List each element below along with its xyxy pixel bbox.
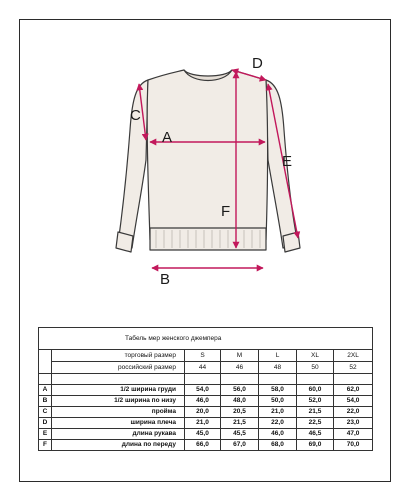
row-value: 70,0 — [334, 440, 373, 451]
row-label: длина по переду — [52, 440, 185, 451]
row-value: 21,0 — [259, 407, 297, 418]
row-value: 46,0 — [185, 396, 221, 407]
row-value: 22,0 — [259, 418, 297, 429]
row-letter: A — [39, 385, 52, 396]
row-value: 45,5 — [221, 429, 259, 440]
ru-size-0: 44 — [185, 362, 221, 374]
row-value: 46,0 — [259, 429, 297, 440]
label-b: B — [160, 271, 171, 288]
table-row — [39, 440, 373, 451]
ru-row-label: российский размер — [52, 362, 185, 374]
row-value: 68,0 — [259, 440, 297, 451]
row-letter: E — [39, 429, 52, 440]
row-letter: C — [39, 407, 52, 418]
measurement-rows — [39, 385, 373, 451]
ru-size-1: 46 — [221, 362, 259, 374]
row-value: 22,5 — [297, 418, 334, 429]
row-value: 23,0 — [334, 418, 373, 429]
size-2xl: 2XL — [334, 350, 373, 362]
row-label: пройма — [52, 407, 185, 418]
row-value: 22,0 — [334, 407, 373, 418]
label-a: A — [162, 129, 173, 146]
row-value: 52,0 — [297, 396, 334, 407]
row-value: 54,0 — [334, 396, 373, 407]
row-value: 69,0 — [297, 440, 334, 451]
ru-size-4: 52 — [334, 362, 373, 374]
table-title: Табель мер женского джемпера — [39, 328, 373, 350]
row-value: 60,0 — [297, 385, 334, 396]
sweater-illustration — [116, 70, 300, 252]
row-value: 21,5 — [297, 407, 334, 418]
table-row — [39, 385, 373, 396]
row-value: 20,0 — [185, 407, 221, 418]
row-label: 1/2 ширина груди — [52, 385, 185, 396]
row-letter: D — [39, 418, 52, 429]
label-e: E — [282, 153, 293, 170]
row-label: ширина плеча — [52, 418, 185, 429]
row-value: 58,0 — [259, 385, 297, 396]
table-row — [39, 396, 373, 407]
spacer-row — [39, 374, 373, 385]
row-value: 48,0 — [221, 396, 259, 407]
ru-size-2: 48 — [259, 362, 297, 374]
row-value: 47,0 — [334, 429, 373, 440]
row-value: 67,0 — [221, 440, 259, 451]
row-value: 56,0 — [221, 385, 259, 396]
size-row-label: торговый размер — [52, 350, 185, 362]
label-c: C — [130, 107, 141, 124]
ru-size-3: 50 — [297, 362, 334, 374]
row-value: 46,5 — [297, 429, 334, 440]
size-chart-table — [38, 327, 373, 451]
row-letter: B — [39, 396, 52, 407]
size-m: M — [221, 350, 259, 362]
row-label: длина рукава — [52, 429, 185, 440]
table-row — [39, 418, 373, 429]
row-value: 50,0 — [259, 396, 297, 407]
row-value: 66,0 — [185, 440, 221, 451]
row-value: 45,0 — [185, 429, 221, 440]
size-s: S — [185, 350, 221, 362]
row-value: 20,5 — [221, 407, 259, 418]
label-d: D — [252, 55, 263, 72]
size-l: L — [259, 350, 297, 362]
table-row — [39, 407, 373, 418]
row-value: 21,0 — [185, 418, 221, 429]
row-label: 1/2 ширина по низу — [52, 396, 185, 407]
label-f: F — [221, 203, 231, 220]
row-value: 62,0 — [334, 385, 373, 396]
size-row — [39, 350, 373, 362]
size-xl: XL — [297, 350, 334, 362]
table-row — [39, 429, 373, 440]
row-letter: F — [39, 440, 52, 451]
ru-size-row — [39, 362, 373, 374]
row-value: 54,0 — [185, 385, 221, 396]
row-value: 21,5 — [221, 418, 259, 429]
